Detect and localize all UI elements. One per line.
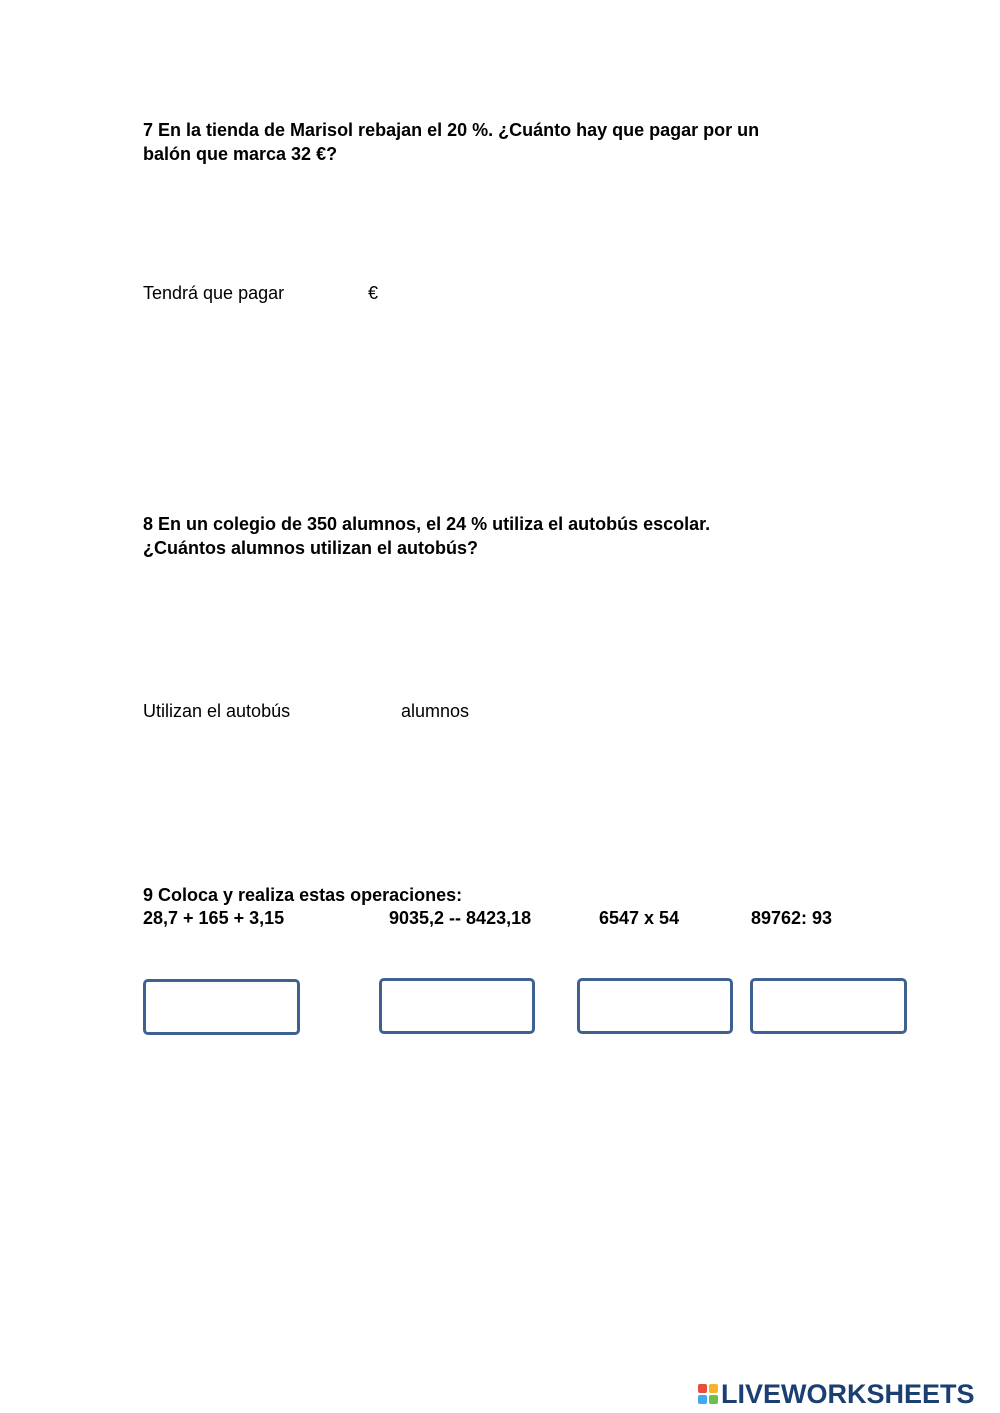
operation-2: 9035,2 -- 8423,18: [389, 908, 532, 928]
logo-icon: [698, 1384, 718, 1404]
operation-3: 6547 x 54: [599, 908, 680, 928]
question-8-line-2: ¿Cuántos alumnos utilizan el autobús?: [143, 538, 479, 558]
question-8-answer-label: Utilizan el autobús: [143, 701, 291, 721]
liveworksheets-logo: [698, 1379, 975, 1409]
answer-box-3[interactable]: [577, 978, 733, 1034]
question-7-answer-unit: €: [368, 283, 379, 303]
question-7-line-2: balón que marca 32 €?: [143, 144, 338, 164]
logo-square-blue: [698, 1395, 707, 1404]
logo-square-green: [709, 1395, 718, 1404]
question-7-answer-label: Tendrá que pagar: [143, 283, 285, 303]
question-8-answer-unit: alumnos: [401, 701, 470, 721]
logo-square-yellow: [709, 1384, 718, 1393]
answer-box-2[interactable]: [379, 978, 535, 1034]
logo-text: LIVEWORKSHEETS: [721, 1378, 975, 1409]
answer-box-4[interactable]: [750, 978, 907, 1034]
question-8-line-1: 8 En un colegio de 350 alumnos, el 24 % utiliza el autobús escolar.: [143, 514, 711, 534]
question-7-line-1: 7 En la tienda de Marisol rebajan el 20 %. ¿Cuánto hay que pagar por un: [143, 120, 760, 140]
operation-1: 28,7 + 165 + 3,15: [143, 908, 285, 928]
logo-square-red: [698, 1384, 707, 1393]
operation-4: 89762: 93: [751, 908, 833, 928]
answer-box-1[interactable]: [143, 979, 300, 1035]
question-9-title: 9 Coloca y realiza estas operaciones:: [143, 885, 463, 905]
